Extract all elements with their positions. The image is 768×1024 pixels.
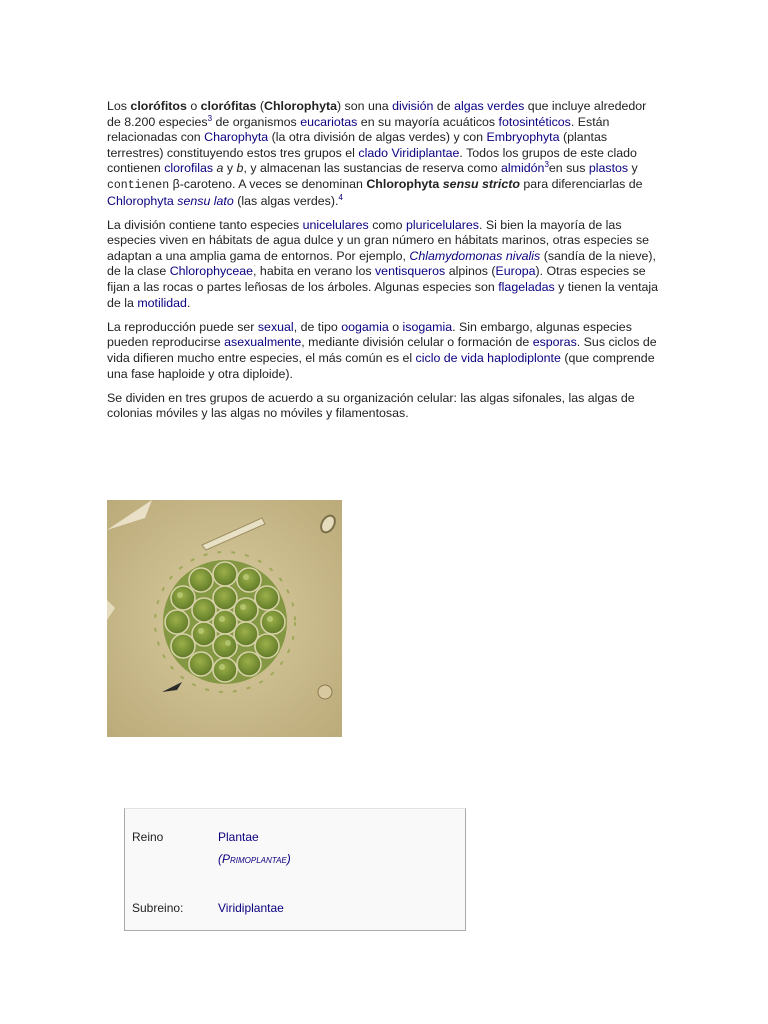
link-flageladas[interactable]: flageladas [498,280,555,295]
taxobox-label: Reino [132,830,164,844]
link-fotosinteticos[interactable]: fotosintéticos [498,114,571,129]
italic-a: a [216,161,224,176]
text: y tienen la ventaja de la [107,280,659,310]
link-oogamia[interactable]: oogamia [341,319,389,334]
link-clorofilas[interactable]: clorofilas [164,161,214,176]
taxobox-label: Subreino: [132,901,184,915]
text: o [388,319,403,334]
article-body [107,99,663,430]
link-motilidad[interactable]: motilidad [137,295,187,310]
text: . Sin embargo, algunas especies pueden reproducirse [107,319,632,350]
taxobox-value-secondary: (Primoplantae) [218,852,291,866]
text: ) son una [336,99,393,113]
text: . Sus ciclos de vida difieren mucho entre especies, el más común es el [107,335,657,365]
text: (sandía de la nieve), de la clase [107,248,656,279]
text: y [223,161,237,176]
link-chlorophyta[interactable]: Chlorophyta [107,193,174,208]
link-viridiplantae-taxo[interactable]: Viridiplantae [218,901,284,915]
link-viridiplantae[interactable]: Viridiplantae [391,145,460,160]
text: (la otra división de algas verdes) y con [268,130,487,145]
term-chlorophyta: Chlorophyta [264,99,337,113]
term-clorofitos: clorófitos [130,99,187,113]
text: . Si bien la mayoría de las especies viven en hábitats de agua dulce y un gran número en hábitats marinos, otras especies se adaptan a una amplia gama de entornos. Por ejemplo, [107,217,650,263]
term-clorofitas: clorófitas [200,99,257,113]
paragraph-groups: Se dividen en tres grupos de acuerdo a su organización celular: las algas sifonales, las algas de colonias móviles y las algas no móviles y filamentosas. [107,390,635,421]
text: que incluye alrededor de 8.200 especies [107,99,647,129]
link-plastos[interactable]: plastos [588,161,629,176]
link-eucariotas[interactable]: eucariotas [300,114,358,129]
mono-word: contienen [107,178,170,192]
text: alpinos ( [445,264,496,279]
link-chlorophyceae[interactable]: Chlorophyceae [169,264,254,279]
link-plantae[interactable]: Plantae [218,830,259,844]
text: como [368,217,406,232]
text: ( [256,99,265,113]
link-sexual[interactable]: sexual [257,319,294,334]
paragraph-intro [107,99,663,209]
text: en su mayoría acuáticos [357,114,499,129]
italic-b: b [236,161,244,176]
text: para diferenciarlas de [519,176,643,191]
link-europa[interactable]: Europa [495,264,536,279]
text: (plantas terrestres) constituyendo estos tres grupos el [107,130,608,160]
text: , de tipo [293,319,342,334]
link-pluricelulares[interactable]: pluricelulares [405,217,479,232]
text: (las algas verdes). [233,193,339,208]
link-almidon[interactable]: almidón [501,161,545,176]
text: y [628,161,638,176]
text: (que comprende una fase haploide y otra diploide). [107,350,655,381]
reference-link[interactable]: 3 [544,160,549,170]
term-chlorophyta: Chlorophyta [366,176,440,191]
link-esporas[interactable]: esporas [532,335,577,350]
text: de organismos [212,114,301,129]
taxobox [124,808,466,931]
text: La división contiene tanto especies [107,217,303,232]
text: . [186,295,191,310]
paragraph-division [107,218,663,312]
link-charophyta[interactable]: Charophyta [204,130,269,145]
text: , y almacenan las sustancias de reserva como [243,161,502,176]
text: , habita en verano los [253,264,375,279]
text: de [433,99,455,113]
link-chlamydomonas-nivalis[interactable]: Chlamydomonas nivalis [409,248,541,263]
link-algas-verdes[interactable]: algas verdes [454,99,525,113]
link-asexualmente[interactable]: asexualmente [224,335,302,350]
link-clado[interactable]: clado [358,145,388,160]
text: La reproducción puede ser [107,319,258,334]
text: Los [107,99,131,113]
pediastrum-colony-illustration [107,500,342,737]
link-isogamia[interactable]: isogamia [402,319,453,334]
text: β-caroteno. A veces se denominan [169,176,367,191]
link-embryophyta[interactable]: Embryophyta [486,130,560,145]
text: , mediante división celular o formación de [301,335,533,350]
text: o [186,99,201,113]
link-sensu-lato[interactable]: sensu lato [177,193,234,208]
reference-link[interactable]: 3 [207,113,213,123]
text: ). Otras especies se fijan a las rocas o partes leñosas de los árboles. Algunas especies son [107,264,646,295]
link-unicelulares[interactable]: unicelulares [302,217,369,232]
reference-link[interactable]: 4 [338,192,343,202]
link-division[interactable]: división [392,99,434,113]
text: . Están relacionadas con [107,114,610,145]
link-primoplantae[interactable]: Primoplantae [222,852,287,866]
paragraph-reproduction [107,320,663,382]
term-sensu-stricto: sensu stricto [442,176,520,191]
text: . Todos los grupos de este clado contienen [107,145,637,176]
text: en sus [548,161,589,176]
link-ciclo-de-vida-haplodiplonte[interactable]: ciclo de vida haplodiplonte [415,350,561,365]
link-ventisqueros[interactable]: ventisqueros [374,264,446,279]
alga-photo [107,500,342,737]
